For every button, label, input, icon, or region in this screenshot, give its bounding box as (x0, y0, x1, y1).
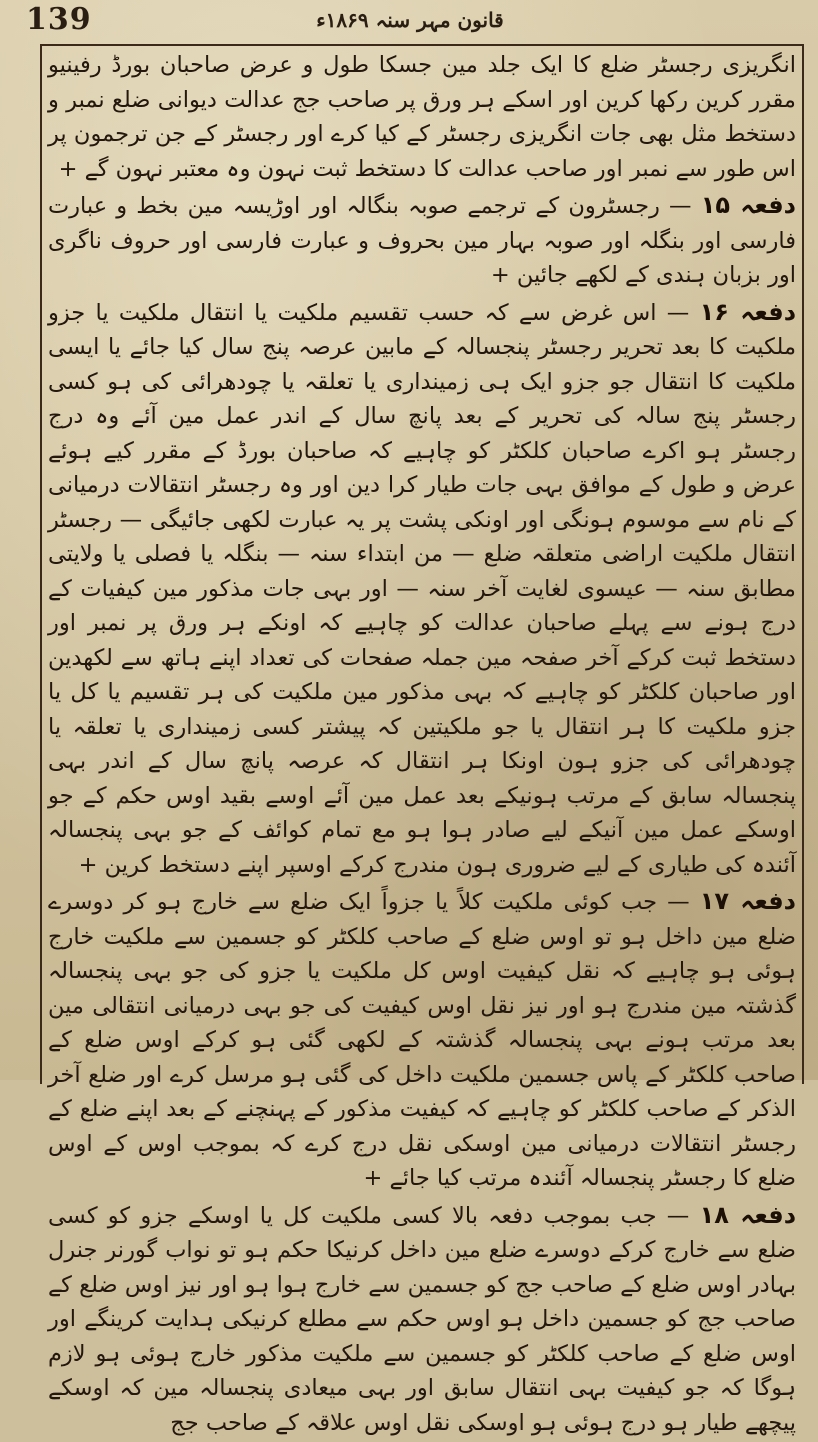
section-16-heading: دفعہ ۱۶ (699, 297, 797, 326)
section-18-heading: دفعہ ۱۸ (699, 1200, 797, 1229)
section-17-heading: دفعہ ۱۷ (699, 887, 796, 915)
running-title: قانون مہر سنہ ۱۸۶۹ء (316, 8, 504, 32)
section-15 (48, 188, 796, 293)
document-body (48, 48, 796, 1442)
section-17-text: — جب کوئی ملکیت کلاً یا جزواً ایک ضلع سے خارج ہو کر دوسرے ضلع مین داخل ہو تو اوس ضلع کے صاحب کلکٹر کو جسمین سے ملکیت خارج ہوئی ہو چاہیے کہ نقل کیفیت اوس کل ملکیت یا جزو کی جو بہی پنجسالہ گذشتہ مین مندرج ہو اور نیز نقل اوس کیفیت کی جو بہی درمیانی انتقالی مین بعد مرتب ہونے بہی پنجسالہ گذشتہ کے لکھی گئی ہو کرکے اوس ضلع کے صاحب کلکٹر کے پاس جسمین ملکیت داخل کی گئی ہو مرسل کرے اور ضلع آخر الذکر کے صاحب کلکٹر کو چاہیے کہ کیفیت مذکور کے پہنچنے کے بعد اپنے ضلع کے رجسٹر انتقالات درمیانی مین اوسکی نقل درج کرے کہ بموجب اوس کے اوس ضلع کا رجسٹر پنجسالہ آئندہ مرتب کیا جائے + (48, 889, 796, 1191)
section-18 (48, 1198, 796, 1441)
intro-text: انگریزی رجسٹر ضلع کا ایک جلد مین جسکا طول و عرض صاحبان بورڈ رفینیو مقرر کرین رکھا کرین اور اسکے ہر ورق پر صاحب جج عدالت دیوانی ضلع نمبر و دستخط مثل بھی جات انگریزی رجسٹر کے کیا کرے اور رجسٹر کے جن ترجمون پر اس طور سے نمبر اور صاحب عدالت کا دستخط ثبت نہون وہ معتبر نہون گے + (48, 52, 796, 182)
section-15-text: — رجسٹرون کے ترجمے صوبہ بنگالہ اور اوڑیسہ مین بخط و عبارت فارسی اور بنگلہ اور صوبہ بہار مین بحروف و عبارت فارسی اور حروف ناگری اور بزبان ہندی کے لکھے جائین + (48, 193, 796, 288)
section-16-text: — اس غرض سے کہ حسب تقسیم ملکیت یا انتقال ملکیت یا جزو ملکیت کا بعد تحریر رجسٹر پنجسالہ کے مابین عرصہ پنج سال کیا جائے یا ایسی ملکیت کا انتقال جو جزو ایک ہی زمینداری یا تعلقہ یا چودھرائی کی ہو کسی رجسٹر پنج سالہ کی تحریر کے بعد پانچ سال کے اندر عمل مین آئے وہ درج رجسٹر ہو اکرے صاحبان کلکٹر کو چاہیے کہ صاحبان بورڈ کے مقرر کیے ہوئے عرض و طول کے موافق بہی جات طیار کرا دین اور وہ رجسٹر انتقالات درمیانی کے نام سے موسوم ہونگی اور اونکی پشت پر یہ عبارت لکھی جائیگی — رجسٹر انتقال ملکیت اراضی متعلقہ ضلع — من ابتداء سنہ — بنگلہ یا فصلی یا ولایتی مطابق سنہ — عیسوی لغایت آخر سنہ — اور بہی جات مذکور مین کیفیات کے درج ہونے سے پہلے صاحبان عدالت کو چاہیے کہ اونکے ہر ورق پر نمبر اور دستخط ثبت کرکے آخر صفحہ مین جملہ صفحات کی تعداد اپنے ہاتھ سے لکھدین اور صاحبان کلکٹر کو چاہیے کہ بہی مذکور مین ملکیت کی ہر تقسیم یا کل یا جزو ملکیت کا ہر انتقال یا جو ملکیتین کہ پیشتر کسی زمینداری یا تعلقہ یا چودھرائی کی جزو ہون اونکا ہر انتقال کہ عرصہ پانچ سال کے اندر بہی پنجسالہ سابق کے مرتب ہونیکے بعد عمل مین آئے اوسے بقید اوس حکم کے جو اوسکے عمل مین آنیکے لیے صادر ہوا ہو مع تمام کوائف کے جو بہی پنجسالہ آئندہ کی طیاری کے لیے ضروری ہون مندرج کرکے اوسپر اپنے دستخط کرین + (48, 299, 796, 878)
section-15-heading: دفعہ ۱۵ (700, 191, 796, 219)
section-17 (48, 884, 796, 1196)
page-number: 139 (26, 2, 92, 37)
section-18-text: — جب بموجب دفعہ بالا کسی ملکیت کل یا اوسکے جزو کو کسی ضلع سے خارج کرکے دوسرے ضلع مین داخل کرنیکا حکم ہو تو نواب گورنر جنرل بہادر اوس ضلع کے صاحب جج کو جسمین سے خارج ہوا ہو اور نیز اوس ضلع کے صاحب جج کو جسمین داخل ہو اوس حکم سے مطلع کرنیکی ہدایت کرینگے اور اوس ضلع کے صاحب کلکٹر کو جسمین سے ملکیت مذکور خارج ہوئی ہو لازم ہوگا کہ جو کیفیت بہی انتقال سابق اور بہی میعادی پنجسالہ مین کہ اوسکے پیچھے طیار ہو درج ہوئی ہو اوسکی نقل اوس علاقہ کے صاحب جج (48, 1202, 796, 1436)
section-16 (48, 295, 796, 883)
intro-paragraph (48, 48, 796, 186)
